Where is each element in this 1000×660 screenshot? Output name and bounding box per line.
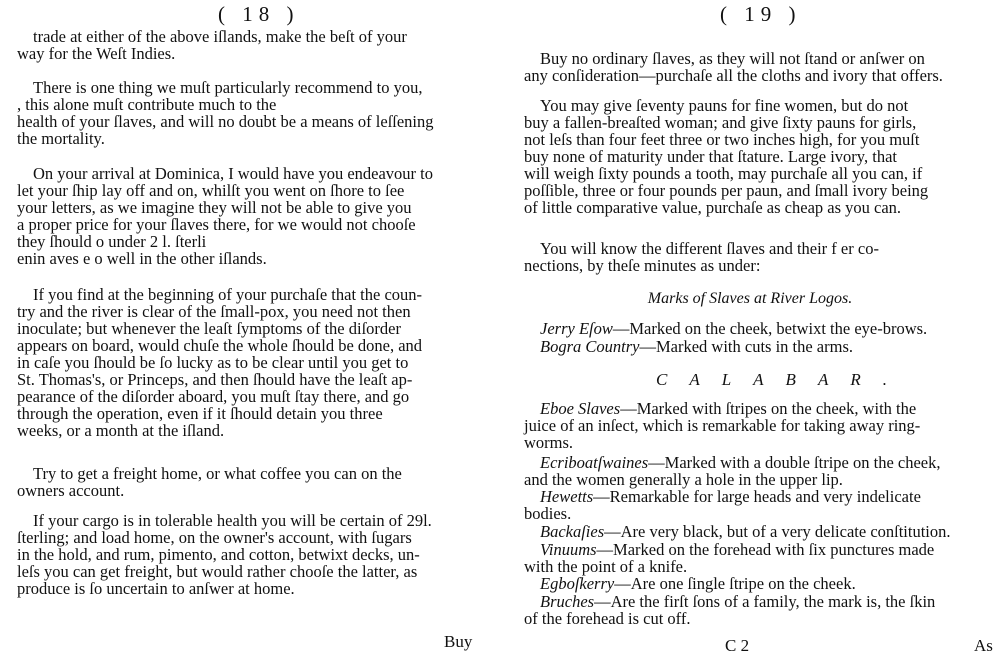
text-line: If your cargo is in tolerable health you will be certain of 29l.: [33, 511, 432, 530]
entry-description: —Marked with a double ſtripe on the cheek,: [648, 453, 941, 472]
entry-description: —Marked with ſtripes on the cheek, with the: [620, 399, 917, 418]
page-number: ( 18 ): [218, 2, 300, 26]
text-line: poſſible, three or four pounds per paun, and ſmall ivory being: [524, 181, 929, 200]
text-line: they ſhould o under 2 l. ſterli: [17, 232, 207, 251]
mark-entry: [524, 523, 990, 540]
paragraph: [17, 465, 489, 499]
entry-description: —Marked on the cheek, betwixt the eye-brows.: [612, 319, 928, 338]
region-heading: CALABAR.: [656, 370, 909, 389]
page-number: ( 19 ): [720, 2, 802, 26]
text-line: trade at either of the above iſlands, make the beſt of your: [33, 27, 407, 46]
text-line: leſs you can get freight, but would rather chooſe the latter, as: [17, 562, 418, 581]
text-line: bodies.: [524, 504, 572, 523]
signature-mark: C 2: [725, 636, 750, 655]
entry-term: Eboe Slaves: [540, 399, 621, 418]
text-line: a proper price for your ſlaves there, for we would not chooſe: [17, 215, 416, 234]
entry-term: Egboſkerry: [540, 574, 615, 593]
text-line: St. Thomas's, or Princeps, and then ſhould have the leaſt ap-: [17, 370, 413, 389]
text-line: with the point of a knife.: [524, 557, 688, 576]
mark-entry: [524, 400, 990, 451]
text-line: let your ſhip lay off and on, whilſt you went on ſhore to ſee: [17, 181, 405, 200]
paragraph: [17, 286, 489, 439]
catchword: Buy: [444, 632, 473, 651]
catchword: As: [974, 636, 993, 655]
entry-first-line: [524, 523, 990, 540]
text-line: health of your ſlaves, and will no doubt be a means of leſſening: [17, 112, 434, 131]
text-line: of little comparative value, purchaſe as cheap as you can.: [524, 198, 902, 217]
entry-first-line: [524, 400, 990, 417]
entry-term: Bogra Country: [540, 337, 640, 356]
text-line: inoculate; but whenever the leaſt ſymptoms of the diſorder: [17, 319, 401, 338]
entry-first-line: [524, 320, 990, 337]
entry-description: —Remarkable for large heads and very indelicate: [593, 487, 921, 506]
text-line: Try to get a freight home, or what coffee you can on the: [33, 464, 402, 483]
text-line: , this alone muſt contribute much to the: [17, 95, 277, 114]
mark-entry: [524, 575, 990, 592]
text-line: If you find at the beginning of your purchaſe that the coun-: [33, 285, 423, 304]
mark-entry: [524, 593, 990, 627]
text-line: appears on board, would chuſe the whole ſhould be done, and: [17, 336, 423, 355]
text-line: owners account.: [17, 481, 125, 500]
text-line: Buy no ordinary ſlaves, as they will not ſtand or anſwer on: [540, 49, 925, 68]
text-line: through the operation, even if it ſhould detain you three: [17, 404, 383, 423]
entry-first-line: [524, 593, 990, 610]
text-line: try and the river is clear of the ſmall-pox, you need not then: [17, 302, 411, 321]
mark-entry: [524, 488, 990, 522]
text-line: enin aves e o well in the other iſlands.: [17, 249, 267, 268]
paragraph: [17, 512, 489, 597]
text-line: worms.: [524, 433, 574, 452]
text-line: pearance of the diſorder aboard, you muſt ſtay there, and go: [17, 387, 410, 406]
paragraph: [524, 50, 990, 84]
text-line: You will know the different ſlaves and their f er co-: [540, 239, 879, 258]
entry-description: —Marked with cuts in the arms.: [639, 337, 854, 356]
text-line: not leſs than four feet three or two inches high, for you muſt: [524, 130, 920, 149]
paragraph: [524, 240, 990, 274]
text-line: On your arrival at Dominica, I would have you endeavour to: [33, 164, 434, 183]
entry-term: Jerry Eſow: [540, 319, 613, 338]
entry-first-line: [524, 541, 990, 558]
entry-description: —Are very black, but of a very delicate conſtitution.: [604, 522, 951, 541]
text-line: buy a fallen-breaſted woman; and give ſixty pauns for girls,: [524, 113, 917, 132]
entry-description: —Are the firſt ſons of a family, the mark is, the ſkin: [594, 592, 936, 611]
mark-entry: [524, 320, 990, 337]
entry-first-line: [524, 575, 990, 592]
entry-term: Ecriboatſwaines: [540, 453, 649, 472]
entry-first-line: [524, 454, 990, 471]
text-line: will weigh ſixty pounds a tooth, may purchaſe all you can, if: [524, 164, 923, 183]
entry-term: Backaſies: [540, 522, 605, 541]
text-line: the mortality.: [17, 129, 105, 148]
text-line: in the hold, and rum, pimento, and cotton, betwixt decks, un-: [17, 545, 420, 564]
text-line: weeks, or a month at the iſland.: [17, 421, 225, 440]
mark-entry: [524, 338, 990, 355]
paragraph: [17, 79, 489, 147]
text-line: produce is ſo uncertain to anſwer at home.: [17, 579, 295, 598]
text-line: your letters, as we imagine they will not be able to give you: [17, 198, 412, 217]
mark-entry: [524, 454, 990, 488]
text-line: nections, by theſe minutes as under:: [524, 256, 761, 275]
text-line: of the forehead is cut off.: [524, 609, 691, 628]
right-page: [500, 0, 1000, 660]
section-heading: Marks of Slaves at River Logos.: [647, 290, 853, 307]
text-line: juice of an inſect, which is remarkable for taking away ring-: [524, 416, 921, 435]
text-line: ſterling; and load home, on the owner's account, with ſugars: [17, 528, 412, 547]
paragraph: [17, 28, 489, 62]
text-line: in caſe you ſhould be ſo lucky as to be clear until you get to: [17, 353, 409, 372]
text-line: way for the Weſt Indies.: [17, 44, 176, 63]
paragraph: [524, 97, 990, 216]
entry-description: —Marked on the forehead with ſix punctures made: [596, 540, 935, 559]
entry-term: Vinuums: [540, 540, 597, 559]
mark-entry: [524, 541, 990, 575]
entry-first-line: [524, 338, 990, 355]
entry-first-line: [524, 488, 990, 505]
text-line: buy none of maturity under that ſtature. Large ivory, that: [524, 147, 897, 166]
text-line: and the women generally a hole in the upper lip.: [524, 470, 843, 489]
paragraph: [17, 165, 489, 267]
text-line: You may give ſeventy pauns for fine women, but do not: [540, 96, 909, 115]
text-line: any conſideration—purchaſe all the cloths and ivory that offers.: [524, 66, 943, 85]
entry-description: —Are one ſingle ſtripe on the cheek.: [614, 574, 856, 593]
entry-term: Hewetts: [540, 487, 594, 506]
entry-term: Bruches: [540, 592, 595, 611]
text-line: There is one thing we muſt particularly recommend to you,: [33, 78, 423, 97]
